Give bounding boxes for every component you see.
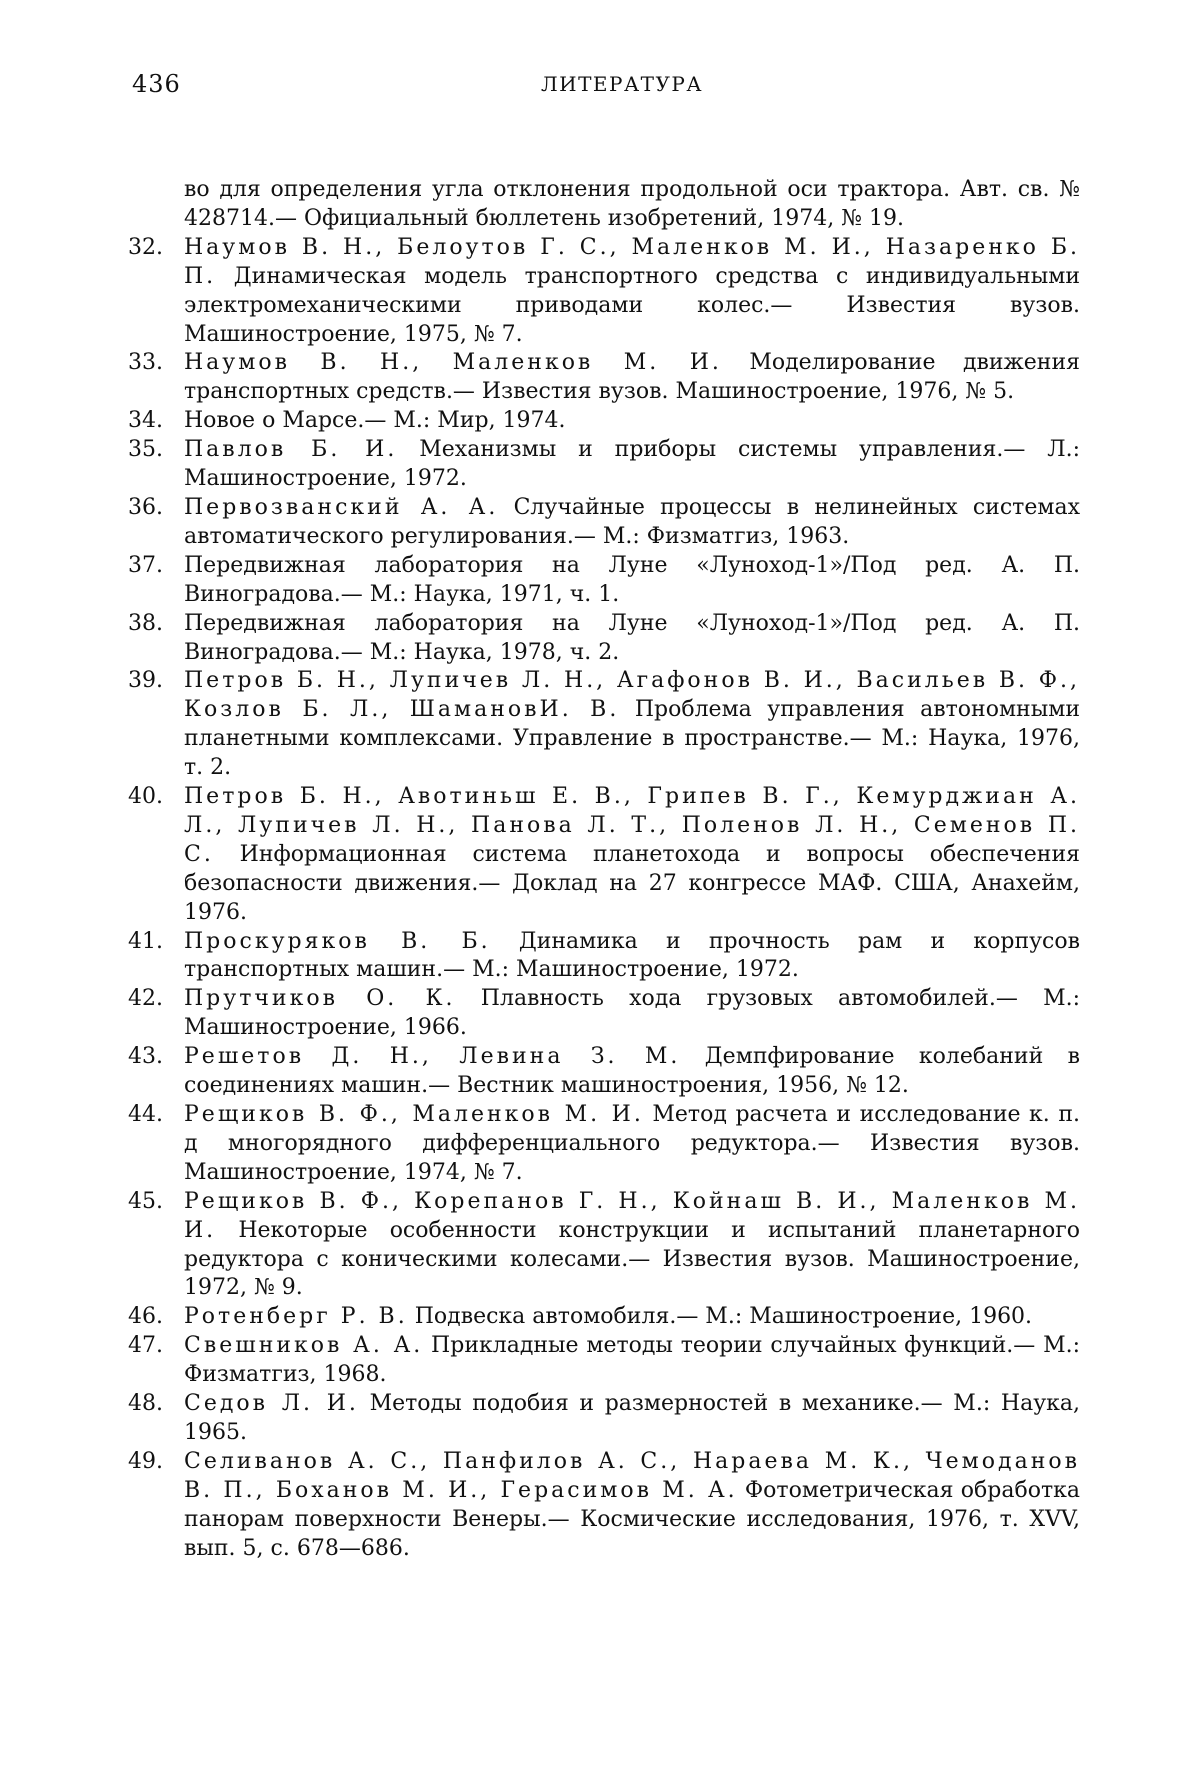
entry-authors: Рещиков В. Ф., Корепанов Г. Н., Койнаш В. И., Маленков М. И. (184, 1188, 1080, 1243)
bibliography-entry (128, 928, 1080, 986)
entry-text: Передвижная лаборатория на Луне «Луноход-1»/Под ред. А. П. Виноградова.— М.: Наука, 1978, ч. 2. (184, 610, 1080, 665)
bibliography-entry (128, 349, 1080, 407)
entry-text: Плавность хода грузовых автомобилей.— М.: Машиностроение, 1966. (184, 986, 1080, 1041)
entry-number: 42. (128, 986, 163, 1012)
entry-text: Моделирование движения транспортных средств.— Известия вузов. Машиностроение, 1976, № 5. (184, 350, 1081, 405)
entry-text: Механизмы и приборы системы управления.— Л.: Машиностроение, 1972. (184, 437, 1081, 492)
entry-number: 49. (128, 1448, 163, 1474)
bibliography-entry (128, 1332, 1080, 1390)
entry-number: 39. (128, 668, 163, 694)
bibliography-entry (128, 1043, 1080, 1101)
entry-number: 46. (128, 1304, 163, 1330)
entry-authors: Павлов Б. И. (184, 437, 398, 463)
entry-number: 43. (128, 1044, 163, 1070)
bibliography-entry (128, 494, 1080, 552)
bibliography-entry (128, 1390, 1080, 1448)
bibliography-entry (128, 234, 1080, 350)
bibliography-entry (128, 667, 1080, 783)
entry-number: 38. (128, 610, 163, 636)
bibliography-entry (128, 1101, 1080, 1188)
bibliography-entry (128, 985, 1080, 1043)
entry-number: 40. (128, 784, 163, 810)
page-number: 436 (132, 70, 181, 98)
entry-text: Динамика и прочность рам и корпусов транспортных машин.— М.: Машиностроение, 1972. (184, 928, 1081, 983)
bibliography-entry (128, 610, 1080, 668)
entry-authors: Рещиков В. Ф., Маленков М. И. (184, 1102, 644, 1127)
entry-text: Подвеска автомобиля.— М.: Машиностроение, 1960. (414, 1304, 1033, 1330)
entry-authors: Наумов В. Н., Белоутов Г. С., Маленков М. И., Назаренко Б. П. (184, 234, 1080, 289)
entry-text: Динамическая модель транспортного средства с индивидуальными электромеханическими приводами колес.— Известия вузов. Машиностроение, 1975, № 7. (184, 263, 1080, 347)
entry-text: Демпфирование колебаний в соединениях машин.— Вестник машиностроения, 1956, № 12. (184, 1044, 1080, 1099)
entry-number: 48. (128, 1391, 163, 1417)
bibliography-entry (128, 407, 1080, 436)
entry-text: Фотометрическая обработка панорам поверхности Венеры.— Космические исследования, 1976, т. XVV, вып. 5, с. 678—686. (184, 1477, 1080, 1561)
entry-authors: Петров Б. Н., Авотиньш Е. В., Грипев В. Г., Кемурджиан А. Л., Лупичев Л. Н., Панова Л. Т., Поленов Л. Н., Семенов П. С. (184, 784, 1080, 867)
entry-number: 44. (128, 1102, 163, 1127)
entry-text: Передвижная лаборатория на Луне «Луноход-1»/Под ред. А. П. Виноградова.— М.: Наука, 1971, ч. 1. (184, 552, 1080, 607)
entry-text: Новое о Марсе.— М.: Мир, 1974. (184, 408, 566, 434)
bibliography-entries (128, 234, 1080, 1564)
entry-text: Информационная система планетохода и вопросы обеспечения безопасности движения.— Доклад на 27 конгрессе МАФ. США, Анахейм, 1976. (184, 841, 1080, 925)
entry-text: Проблема управления автономными планетными комплексами. Управление в пространстве.— М.: Наука, 1976, т. 2. (184, 697, 1081, 781)
entry-text: Случайные процессы в нелинейных системах автоматического регулирования.— М.: Физматгиз, 1963. (184, 494, 1080, 549)
entry-number: 41. (128, 928, 163, 954)
entry-authors: Петров Б. Н., Лупичев Л. Н., Агафонов В. И., Васильев В. Ф., Козлов Б. Л., ШамановИ. В. (184, 668, 1080, 723)
entry-authors: Седов Л. И. (184, 1391, 359, 1417)
entry-authors: Первозванский А. А. (184, 494, 499, 520)
bibliography-entry-continuation (128, 176, 1080, 234)
entry-authors: Решетов Д. Н., Левина З. М. (184, 1044, 681, 1070)
bibliography-entry (128, 1448, 1080, 1564)
entry-number: 37. (128, 552, 163, 578)
entry-authors: Проскуряков В. Б. (184, 928, 491, 954)
bibliography-entry (128, 783, 1080, 928)
bibliography-list (128, 176, 1080, 1564)
entry-number: 36. (128, 494, 163, 520)
entry-number: 34. (128, 408, 163, 434)
bibliography-entry (128, 1188, 1080, 1304)
entry-text: во для определения угла отклонения продольной оси трактора. Авт. св. № 428714.— Официальный бюллетень изобретений, 1974, № 19. (184, 177, 1080, 231)
entry-authors: Прутчиков О. К. (184, 986, 456, 1012)
entry-number: 33. (128, 350, 163, 376)
entry-authors: Свешников А. А. (184, 1333, 424, 1359)
entry-number: 35. (128, 437, 163, 463)
entry-text: Некоторые особенности конструкции и испытаний планетарного редуктора с коническими колесами.— Известия вузов. Машиностроение, 1972, № 9. (184, 1217, 1081, 1301)
entry-authors: Ротенберг Р. В. (184, 1304, 408, 1330)
entry-text: Метод расчета и исследование к. п. д многорядного дифференциального редуктора.— Известия вузов. Машиностроение, 1974, № 7. (184, 1102, 1080, 1185)
entry-text: Методы подобия и размерностей в механике.— М.: Наука, 1965. (184, 1391, 1081, 1445)
entry-authors: Наумов В. Н., Маленков М. И. (184, 350, 722, 376)
entry-number: 32. (128, 234, 163, 260)
bibliography-entry (128, 1303, 1080, 1332)
page-header (132, 70, 1072, 110)
bibliography-entry (128, 552, 1080, 610)
entry-number: 45. (128, 1188, 163, 1214)
entry-text: Прикладные методы теории случайных функций.— М.: Физматгиз, 1968. (184, 1333, 1080, 1388)
entry-authors: Селиванов А. С., Панфилов А. С., Нараева М. К., Чемоданов В. П., Боханов М. И., Герасимов М. А. (184, 1448, 1080, 1503)
running-title: ЛИТЕРАТУРА (540, 72, 704, 96)
entry-number: 47. (128, 1333, 163, 1359)
bibliography-entry (128, 436, 1080, 494)
